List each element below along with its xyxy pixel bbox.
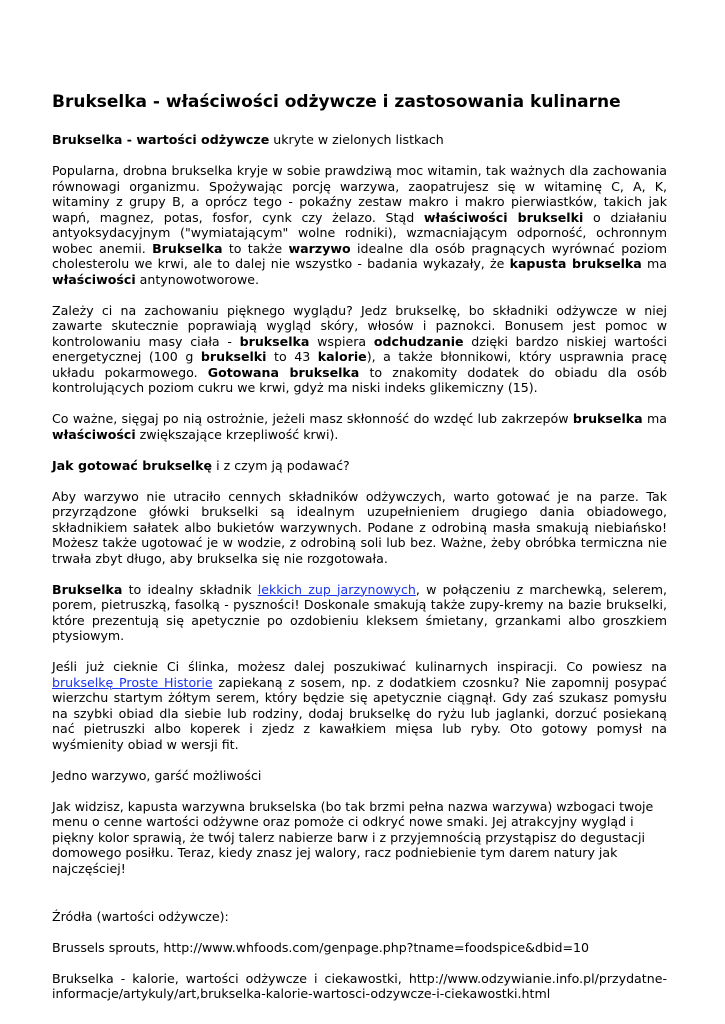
subheading-cooking: Jak gotować brukselkę i z czym ją podawać? (52, 457, 350, 473)
page-title: Brukselka - właściwości odżywcze i zastosowania kulinarne (52, 92, 621, 112)
paragraph-properties: Popularna, drobna brukselka kryje w sobie prawdziwą moc witamin, tak ważnych dla zachowania równowagi organizmu. Spożywając porcję warzywa, zaopatrujesz się w witaminę C, A, K, witaminy z grupy B, a oprócz tego - pokaźny zestaw makro i makro pierwiastków, takich jak wapń, magnez, potas, fosfor, cynk czy żelazo. Stąd właściwości brukselki o działaniu antyoksydacyjnym ("wymiatającym" wolne rodniki), wzmacniającym odporność, ochronnym wobec anemii. Brukselka to także warzywo idealne dla osób pragnących wyrównać poziom cholesterolu we krwi, ale to dalej nie wszystko - badania wykazały, że kapusta brukselka ma właściwości antynowotworowe. (52, 163, 667, 287)
document-page (52, 92, 667, 1017)
source-item: Brukselka - kalorie, wartości odżywcze i ciekawostki, http://www.odzywianie.info.pl/przydatne-informacje/artykuly/art,brukselka-kalorie-wartosci-odzywcze-i-ciekawostki.html (52, 970, 667, 1001)
subheading-nutrition: Brukselka - wartości odżywcze ukryte w zielonych listkach (52, 132, 444, 147)
subheading-possibilities: Jedno warzywo, garść możliwości (52, 767, 262, 783)
paragraph-appearance: Zależy ci na zachowaniu pięknego wyglądu? Jedz brukselkę, bo składniki odżywcze w niej zawarte skutecznie poprawiają wygląd skóry, włosów i paznokci. Bonusem jest pomoc w kontrolowaniu masy ciała - brukselka wspiera odchudzanie dzięki bardzo niskiej wartości energetycznej (100 g brukselki to 43 kalorie), a także błonnikowi, który usprawnia pracę układu pokarmowego. Gotowana brukselka to znakomity dodatek do obiadu dla osób kontrolujących poziom cukru we krwi, gdyż ma niski indeks glikemiczny (15). (52, 302, 668, 395)
paragraph-steaming: Aby warzywo nie utraciło cennych składników odżywczych, warto gotować je na parze. Tak przyrządzone główki brukselki są idealnym uzupełnieniem drugiego dania obiadowego, składnikiem sałatek albo bukietów warzywnych. Podane z odrobiną masła smakują niebiańsko! Możesz także ugotować je w wodzie, z odrobiną soli lub bez. Ważne, żeby obróbka termiczna nie trwała zbyt długo, aby brukselka się nie rozgotowała. (52, 488, 667, 566)
paragraph-inspiration: Jeśli już cieknie Ci ślinka, możesz dalej poszukiwać kulinarnych inspiracji. Co powiesz na brukselkę Proste Historie zapiekaną z sosem, np. z dodatkiem czosnku? Nie zapomnij posypać wierzchu startym żółtym serem, który będzie się apetycznie ciągnął. Gdy zaś szukasz pomysłu na szybki obiad dla siebie lub rodziny, dodaj brukselkę do ryżu lub jaglanki, dorzuć posiekaną nać pietruszki albo koperek i zjedz z kawałkiem mięsa lub ryby. Oto gotowy pomysł na wyśmienity obiad w wersji fit. (52, 659, 667, 752)
paragraph-caution: Co ważne, sięgaj po nią ostrożnie, jeżeli masz skłonność do wzdęć lub zakrzepów brukselka ma właściwości zwiększające krzepliwość krwi). (52, 411, 667, 442)
sources-label: Źródła (wartości odżywcze): (52, 908, 229, 924)
paragraph-summary: Jak widzisz, kapusta warzywna brukselska (bo tak brzmi pełna nazwa warzywa) wzbogaci twoje menu o cenne wartości odżywne oraz pomoże ci odkryć nowe smaki. Jej atrakcyjny wygląd i piękny kolor sprawią, że twój talerz nabierze barw i z przyjemnością przystąpisz do degustacji domowego posiłku. Teraz, kiedy znasz jej walory, racz podniebienie tym darem natury jak najczęściej! (52, 798, 654, 876)
link-light-soups[interactable]: lekkich zup jarzynowych (257, 581, 416, 597)
source-item: Brussels sprouts, http://www.whfoods.com/genpage.php?tname=foodspice&dbid=10 (52, 939, 590, 955)
link-proste-historie[interactable]: brukselkę Proste Historie (52, 674, 213, 690)
paragraph-soups: Brukselka to idealny składnik lekkich zup jarzynowych, w połączeniu z marchewką, selerem, porem, pietruszką, fasolką - pyszności! Doskonale smakują także zupy-kremy na bazie brukselki, które prezentują się apetycznie po ozdobieniu kleksem śmietany, grzankami albo groszkiem ptysiowym. (52, 581, 667, 643)
